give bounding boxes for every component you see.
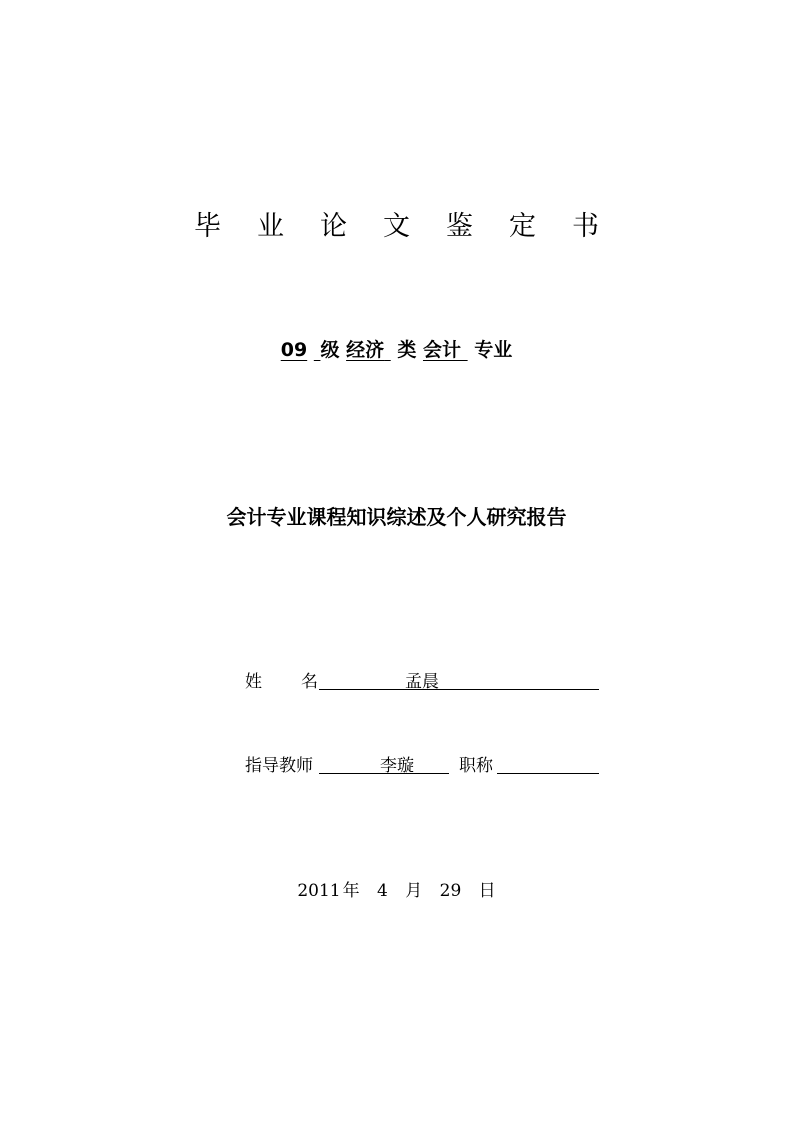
- title-label: 职称: [459, 756, 493, 776]
- date-day: 29: [439, 881, 462, 901]
- title-char: 文: [383, 211, 410, 242]
- class-year: 09: [280, 339, 308, 361]
- advisor-value: 李璇: [380, 756, 414, 776]
- title-char: 毕: [194, 211, 221, 242]
- report-title: 会计专业课程知识综述及个人研究报告: [226, 505, 567, 529]
- advisor-row: [0, 751, 793, 775]
- title-char: 业: [257, 211, 284, 242]
- name-label-1: 姓: [245, 672, 262, 692]
- class-major-suffix: 专业: [474, 339, 513, 361]
- date-month-unit: 月: [405, 881, 423, 901]
- class-major: 会计: [422, 339, 461, 361]
- name-label-2: 名: [301, 672, 318, 692]
- class-category-suffix: 类: [397, 339, 417, 361]
- advisor-label: 指导教师: [245, 756, 313, 776]
- name-row: [0, 667, 793, 691]
- class-year-suffix: 级: [320, 339, 340, 361]
- date-line: [0, 876, 793, 901]
- title-char: 论: [320, 211, 347, 242]
- class-info-line: [0, 335, 793, 362]
- date-day-unit: 日: [478, 881, 496, 901]
- title-char: 书: [572, 211, 599, 242]
- title-char: 定: [509, 211, 536, 242]
- document-title: [0, 204, 793, 243]
- title-char: 鉴: [446, 211, 473, 242]
- title-underline: [497, 773, 599, 774]
- date-year-unit: 年: [342, 881, 360, 901]
- date-month: 4: [376, 881, 388, 901]
- class-category: 经济: [346, 339, 385, 361]
- date-year: 2011: [297, 881, 341, 901]
- name-value: 孟晨: [405, 672, 439, 692]
